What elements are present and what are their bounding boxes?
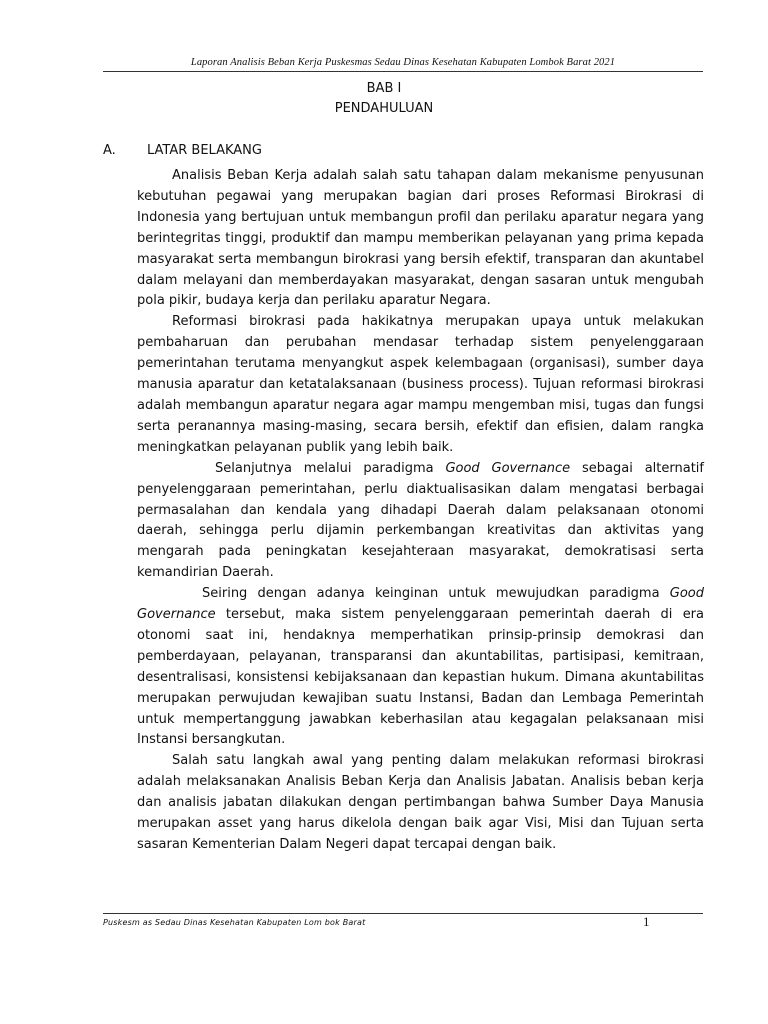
paragraph-4 bbox=[137, 584, 704, 751]
paragraph-3-emphasis: Good Governance bbox=[445, 460, 571, 476]
chapter-number: BAB I bbox=[366, 81, 402, 96]
header-divider bbox=[103, 71, 703, 72]
paragraph-4-emphasis: Good Governance bbox=[137, 586, 704, 623]
paragraph-3-after: sebagai alternatif penyelenggaraan pemerintahan, perlu diaktualisasikan dalam mengatasi berbagai permasalahan dan kendala yang dihadapi Daerah dalam pelaksanaan otonomi daerah, sehingga perlu dijamin perkembangan kreativitas dan aktivitas yang mengarah pada peningkatan kesejahteraan masyarakat, demokratisasi serta kemandirian Daerah. bbox=[137, 460, 704, 581]
paragraph-2: Reformasi birokrasi pada hakikatnya merupakan upaya untuk melakukan pembaharuan dan perubahan mendasar terhadap sistem penyelenggaraan pemerintahan terutama menyangkut aspek kelembagaan (organisasi), sumber daya manusia aparatur dan ketatalaksanaan (business process). Tujuan reformasi birokrasi adalah membangun aparatur negara agar mampu mengemban misi, tugas dan fungsi serta peranannya masing-masing, secara bersih, efektif dan efisien, dalam rangka meningkatkan pelayanan publik yang lebih baik. bbox=[137, 314, 704, 455]
paragraph-4-after: tersebut, maka sistem penyelenggaraan pemerintah daerah di era otonomi saat ini, hendaknya memperhatikan prinsip-prinsip demokrasi dan pemberdayaan, pelayanan, transparansi dan akuntabilitas, partisipasi, kemitraan, desentralisasi, konsistensi kebijaksanaan dan kepastian hukum. Dimana akuntabilitas merupakan perwujudan kewajiban suatu Instansi, Badan dan Lembaga Pemerintah untuk mempertanggung jawabkan keberhasilan atau kegagalan pelaksanaan misi Instansi bersangkutan. bbox=[137, 607, 704, 748]
page-footer: Puskesm as Sedau Dinas Kesehatan Kabupaten Lom bok Barat bbox=[103, 918, 366, 927]
footer-divider bbox=[103, 913, 703, 914]
section-letter: A. bbox=[103, 143, 116, 158]
paragraph-5: Salah satu langkah awal yang penting dalam melakukan reformasi birokrasi adalah melaksanakan Analisis Beban Kerja dan Analisis Jabatan. Analisis beban kerja dan analisis jabatan dilakukan dengan pertimbangan bahwa Sumber Daya Manusia merupakan asset yang harus dikelola dengan baik agar Visi, Misi dan Tujuan serta sasaran Kementerian Dalam Negeri dapat tercapai dengan baik. bbox=[137, 753, 704, 852]
section-heading bbox=[103, 143, 262, 158]
paragraph-3-before: Selanjutnya melalui paradigma bbox=[215, 460, 446, 476]
page-header: Laporan Analisis Beban Kerja Puskesmas Sedau Dinas Kesehatan Kabupaten Lombok Barat 2021 bbox=[190, 57, 616, 68]
chapter-title: PENDAHULUAN bbox=[334, 101, 434, 116]
paragraph-3 bbox=[137, 459, 704, 584]
page-number: 1 bbox=[643, 914, 650, 929]
paragraph-1: Analisis Beban Kerja adalah salah satu tahapan dalam mekanisme penyusunan kebutuhan pegawai yang merupakan bagian dari proses Reformasi Birokrasi di Indonesia yang bertujuan untuk membangun profil dan perilaku aparatur negara yang berintegritas tinggi, produktif dan mampu memberikan pelayanan yang prima kepada masyarakat serta membangun birokrasi yang bersih efektif, transparan dan akuntabel dalam melayani dan memberdayakan masyarakat, dengan sasaran untuk mengubah pola pikir, budaya kerja dan perilaku aparatur Negara. bbox=[137, 168, 704, 309]
body-text bbox=[137, 166, 704, 856]
paragraph-4-before: Seiring dengan adanya keinginan untuk mewujudkan paradigma bbox=[202, 586, 670, 602]
section-title: LATAR BELAKANG bbox=[147, 143, 262, 158]
